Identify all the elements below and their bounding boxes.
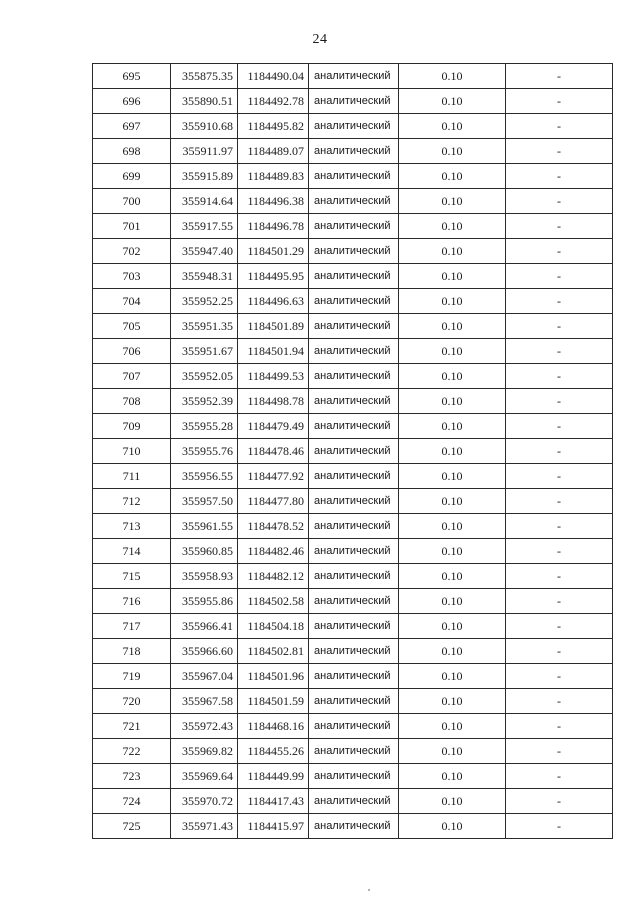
accuracy-cell: 0.10 [399,264,506,289]
method-cell: аналитический [309,564,399,589]
table-row [93,539,613,564]
x-coordinate-cell: 355915.89 [171,164,238,189]
y-coordinate-cell: 1184477.80 [238,489,309,514]
method-cell: аналитический [309,439,399,464]
point-number-cell: 695 [93,64,171,89]
y-coordinate-cell: 1184489.83 [238,164,309,189]
table-row [93,189,613,214]
table-row [93,689,613,714]
table-row [93,139,613,164]
x-coordinate-cell: 355966.41 [171,614,238,639]
table-row [93,64,613,89]
table-row [93,489,613,514]
y-coordinate-cell: 1184489.07 [238,139,309,164]
method-cell: аналитический [309,239,399,264]
y-coordinate-cell: 1184504.18 [238,614,309,639]
method-cell: аналитический [309,489,399,514]
accuracy-cell: 0.10 [399,189,506,214]
table-row [93,589,613,614]
accuracy-cell: 0.10 [399,64,506,89]
point-number-cell: 704 [93,289,171,314]
x-coordinate-cell: 355910.68 [171,114,238,139]
method-cell: аналитический [309,714,399,739]
y-coordinate-cell: 1184498.78 [238,389,309,414]
note-cell: - [506,539,613,564]
method-cell: аналитический [309,189,399,214]
accuracy-cell: 0.10 [399,314,506,339]
x-coordinate-cell: 355952.25 [171,289,238,314]
note-cell: - [506,364,613,389]
table-row [93,439,613,464]
table-row [93,314,613,339]
accuracy-cell: 0.10 [399,564,506,589]
method-cell: аналитический [309,764,399,789]
note-cell: - [506,114,613,139]
point-number-cell: 721 [93,714,171,739]
method-cell: аналитический [309,364,399,389]
point-number-cell: 708 [93,389,171,414]
x-coordinate-cell: 355952.39 [171,389,238,414]
method-cell: аналитический [309,339,399,364]
point-number-cell: 711 [93,464,171,489]
y-coordinate-cell: 1184449.99 [238,764,309,789]
accuracy-cell: 0.10 [399,114,506,139]
y-coordinate-cell: 1184502.81 [238,639,309,664]
note-cell: - [506,564,613,589]
point-number-cell: 720 [93,689,171,714]
accuracy-cell: 0.10 [399,139,506,164]
table-row [93,339,613,364]
x-coordinate-cell: 355956.55 [171,464,238,489]
accuracy-cell: 0.10 [399,489,506,514]
method-cell: аналитический [309,464,399,489]
y-coordinate-cell: 1184502.58 [238,589,309,614]
method-cell: аналитический [309,539,399,564]
method-cell: аналитический [309,739,399,764]
note-cell: - [506,764,613,789]
method-cell: аналитический [309,164,399,189]
table-row [93,289,613,314]
accuracy-cell: 0.10 [399,339,506,364]
point-number-cell: 718 [93,639,171,664]
point-number-cell: 707 [93,364,171,389]
point-number-cell: 715 [93,564,171,589]
point-number-cell: 710 [93,439,171,464]
table-row [93,214,613,239]
x-coordinate-cell: 355914.64 [171,189,238,214]
note-cell: - [506,739,613,764]
method-cell: аналитический [309,514,399,539]
point-number-cell: 713 [93,514,171,539]
y-coordinate-cell: 1184468.16 [238,714,309,739]
table-row [93,264,613,289]
y-coordinate-cell: 1184501.59 [238,689,309,714]
y-coordinate-cell: 1184495.95 [238,264,309,289]
accuracy-cell: 0.10 [399,664,506,689]
accuracy-cell: 0.10 [399,614,506,639]
y-coordinate-cell: 1184482.46 [238,539,309,564]
note-cell: - [506,689,613,714]
accuracy-cell: 0.10 [399,389,506,414]
y-coordinate-cell: 1184482.12 [238,564,309,589]
accuracy-cell: 0.10 [399,539,506,564]
x-coordinate-cell: 355955.28 [171,414,238,439]
method-cell: аналитический [309,639,399,664]
note-cell: - [506,289,613,314]
accuracy-cell: 0.10 [399,764,506,789]
accuracy-cell: 0.10 [399,589,506,614]
table-row [93,764,613,789]
y-coordinate-cell: 1184477.92 [238,464,309,489]
y-coordinate-cell: 1184496.63 [238,289,309,314]
method-cell: аналитический [309,289,399,314]
accuracy-cell: 0.10 [399,714,506,739]
accuracy-cell: 0.10 [399,689,506,714]
x-coordinate-cell: 355955.86 [171,589,238,614]
y-coordinate-cell: 1184501.96 [238,664,309,689]
point-number-cell: 712 [93,489,171,514]
accuracy-cell: 0.10 [399,164,506,189]
y-coordinate-cell: 1184495.82 [238,114,309,139]
method-cell: аналитический [309,264,399,289]
method-cell: аналитический [309,64,399,89]
method-cell: аналитический [309,389,399,414]
table-row [93,364,613,389]
note-cell: - [506,189,613,214]
y-coordinate-cell: 1184501.94 [238,339,309,364]
note-cell: - [506,714,613,739]
scan-speck [368,889,370,891]
point-number-cell: 719 [93,664,171,689]
note-cell: - [506,314,613,339]
point-number-cell: 722 [93,739,171,764]
table-row [93,739,613,764]
point-number-cell: 703 [93,264,171,289]
point-number-cell: 717 [93,614,171,639]
accuracy-cell: 0.10 [399,364,506,389]
point-number-cell: 709 [93,414,171,439]
accuracy-cell: 0.10 [399,514,506,539]
y-coordinate-cell: 1184501.89 [238,314,309,339]
table-row [93,714,613,739]
y-coordinate-cell: 1184415.97 [238,814,309,839]
x-coordinate-cell: 355955.76 [171,439,238,464]
coordinates-table-container [92,63,612,839]
note-cell: - [506,514,613,539]
point-number-cell: 700 [93,189,171,214]
note-cell: - [506,589,613,614]
method-cell: аналитический [309,664,399,689]
table-row [93,414,613,439]
note-cell: - [506,389,613,414]
method-cell: аналитический [309,89,399,114]
x-coordinate-cell: 355875.35 [171,64,238,89]
note-cell: - [506,439,613,464]
method-cell: аналитический [309,589,399,614]
accuracy-cell: 0.10 [399,814,506,839]
table-row [93,614,613,639]
table-row [93,639,613,664]
x-coordinate-cell: 355961.55 [171,514,238,539]
method-cell: аналитический [309,139,399,164]
method-cell: аналитический [309,214,399,239]
table-row [93,564,613,589]
point-number-cell: 706 [93,339,171,364]
y-coordinate-cell: 1184496.38 [238,189,309,214]
note-cell: - [506,164,613,189]
x-coordinate-cell: 355971.43 [171,814,238,839]
table-row [93,239,613,264]
x-coordinate-cell: 355972.43 [171,714,238,739]
point-number-cell: 716 [93,589,171,614]
coordinates-table-body [93,64,613,839]
note-cell: - [506,489,613,514]
note-cell: - [506,414,613,439]
x-coordinate-cell: 355952.05 [171,364,238,389]
coordinates-table [92,63,613,839]
x-coordinate-cell: 355966.60 [171,639,238,664]
x-coordinate-cell: 355951.67 [171,339,238,364]
table-row [93,664,613,689]
note-cell: - [506,64,613,89]
y-coordinate-cell: 1184455.26 [238,739,309,764]
method-cell: аналитический [309,814,399,839]
y-coordinate-cell: 1184479.49 [238,414,309,439]
table-row [93,814,613,839]
point-number-cell: 699 [93,164,171,189]
note-cell: - [506,664,613,689]
x-coordinate-cell: 355970.72 [171,789,238,814]
x-coordinate-cell: 355890.51 [171,89,238,114]
accuracy-cell: 0.10 [399,739,506,764]
accuracy-cell: 0.10 [399,464,506,489]
table-row [93,464,613,489]
method-cell: аналитический [309,789,399,814]
x-coordinate-cell: 355967.04 [171,664,238,689]
note-cell: - [506,214,613,239]
accuracy-cell: 0.10 [399,789,506,814]
note-cell: - [506,89,613,114]
table-row [93,89,613,114]
note-cell: - [506,264,613,289]
note-cell: - [506,139,613,164]
point-number-cell: 697 [93,114,171,139]
point-number-cell: 725 [93,814,171,839]
point-number-cell: 723 [93,764,171,789]
note-cell: - [506,814,613,839]
point-number-cell: 714 [93,539,171,564]
y-coordinate-cell: 1184490.04 [238,64,309,89]
y-coordinate-cell: 1184496.78 [238,214,309,239]
table-row [93,164,613,189]
method-cell: аналитический [309,314,399,339]
point-number-cell: 702 [93,239,171,264]
x-coordinate-cell: 355957.50 [171,489,238,514]
x-coordinate-cell: 355967.58 [171,689,238,714]
accuracy-cell: 0.10 [399,639,506,664]
method-cell: аналитический [309,114,399,139]
note-cell: - [506,239,613,264]
y-coordinate-cell: 1184499.53 [238,364,309,389]
y-coordinate-cell: 1184501.29 [238,239,309,264]
note-cell: - [506,789,613,814]
accuracy-cell: 0.10 [399,239,506,264]
y-coordinate-cell: 1184478.52 [238,514,309,539]
accuracy-cell: 0.10 [399,439,506,464]
x-coordinate-cell: 355969.64 [171,764,238,789]
table-row [93,789,613,814]
note-cell: - [506,614,613,639]
y-coordinate-cell: 1184492.78 [238,89,309,114]
x-coordinate-cell: 355969.82 [171,739,238,764]
x-coordinate-cell: 355948.31 [171,264,238,289]
x-coordinate-cell: 355960.85 [171,539,238,564]
table-row [93,389,613,414]
table-row [93,514,613,539]
table-row [93,114,613,139]
x-coordinate-cell: 355951.35 [171,314,238,339]
x-coordinate-cell: 355947.40 [171,239,238,264]
method-cell: аналитический [309,689,399,714]
x-coordinate-cell: 355917.55 [171,214,238,239]
accuracy-cell: 0.10 [399,414,506,439]
method-cell: аналитический [309,414,399,439]
point-number-cell: 698 [93,139,171,164]
point-number-cell: 701 [93,214,171,239]
accuracy-cell: 0.10 [399,289,506,314]
x-coordinate-cell: 355911.97 [171,139,238,164]
accuracy-cell: 0.10 [399,214,506,239]
note-cell: - [506,339,613,364]
page-number: 24 [312,32,328,47]
x-coordinate-cell: 355958.93 [171,564,238,589]
accuracy-cell: 0.10 [399,89,506,114]
method-cell: аналитический [309,614,399,639]
note-cell: - [506,639,613,664]
point-number-cell: 705 [93,314,171,339]
y-coordinate-cell: 1184417.43 [238,789,309,814]
y-coordinate-cell: 1184478.46 [238,439,309,464]
note-cell: - [506,464,613,489]
point-number-cell: 696 [93,89,171,114]
point-number-cell: 724 [93,789,171,814]
